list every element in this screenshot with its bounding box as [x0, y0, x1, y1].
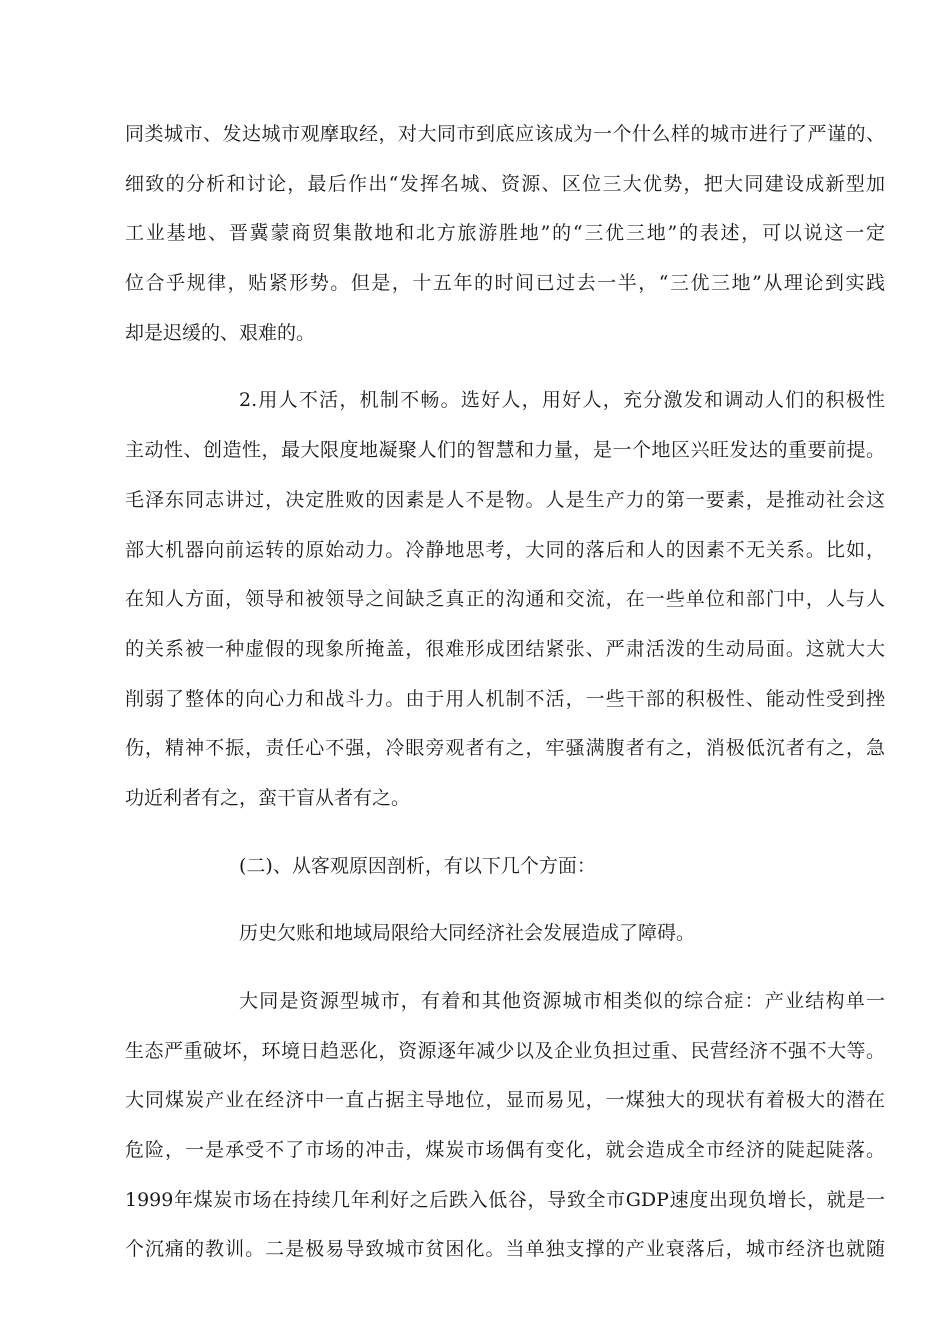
text-line: 生态严重破坏，环境日趋恶化，资源逐年减少以及企业负担过重、民营经济不强不大等。 — [125, 1039, 885, 1062]
text-line: 1999年煤炭市场在持续几年利好之后跌入低谷，导致全市GDP速度出现负增长，就是一 — [125, 1188, 885, 1211]
text-line: 细致的分析和讨论，最后作出“发挥名城、资源、区位三大优势，把大同建设成新型加 — [125, 172, 885, 195]
text-line: 伤，精神不振，责任心不强，冷眼旁观者有之，牢骚满腹者有之，消极低沉者有之，急 — [125, 737, 885, 760]
text-line: 毛泽东同志讲过，决定胜败的因素是人不是物。人是生产力的第一要素，是推动社会这 — [125, 488, 885, 511]
text-line: 个沉痛的教训。二是极易导致城市贫困化。当单独支撑的产业衰落后，城市经济也就随 — [125, 1238, 885, 1261]
paragraph-gap — [125, 891, 885, 909]
text-line: 却是迟缓的、艰难的。 — [125, 321, 316, 344]
text-line: 部大机器向前运转的原始动力。冷静地思考，大同的落后和人的因素不无关系。比如， — [125, 538, 885, 561]
paragraph — [125, 376, 885, 823]
text-line: 2.用人不活，机制不畅。选好人，用好人，充分激发和调动人们的积极性 — [239, 389, 885, 412]
section-heading: (二)、从客观原因剖析，有以下几个方面： — [239, 854, 596, 877]
text-line: 历史欠账和地域局限给大同经济社会发展造成了障碍。 — [239, 922, 696, 945]
paragraph-gap — [125, 358, 885, 376]
text-line: 在知人方面，领导和被领导之间缺乏真正的沟通和交流，在一些单位和部门中，人与人 — [125, 588, 885, 611]
paragraph-gap — [125, 824, 885, 842]
text-line: 削弱了整体的向心力和战斗力。由于用人机制不活，一些干部的积极性、能动性受到挫 — [125, 687, 885, 710]
text-line: 工业基地、晋冀蒙商贸集散地和北方旅游胜地”的“三优三地”的表述，可以说这一定 — [125, 222, 885, 245]
text-line: 的关系被一种虚假的现象所掩盖，很难形成团结紧张、严肃活泼的生动局面。这就大大 — [125, 637, 885, 660]
paragraph — [125, 110, 885, 358]
paragraph — [125, 909, 885, 959]
text-line: 大同是资源型城市，有着和其他资源城市相类似的综合症：产业结构单一 — [239, 990, 885, 1012]
text-line: 功近利者有之，蛮干盲从者有之。 — [125, 786, 411, 809]
text-line: 主动性、创造性，最大限度地凝聚人们的智慧和力量，是一个地区兴旺发达的重要前提。 — [125, 439, 885, 462]
paragraph — [125, 842, 885, 892]
document-body — [125, 110, 885, 1275]
text-line: 大同煤炭产业在经济中一直占据主导地位，显而易见，一煤独大的现状有着极大的潜在 — [125, 1089, 885, 1112]
text-line: 同类城市、发达城市观摩取经，对大同市到底应该成为一个什么样的城市进行了严谨的、 — [125, 123, 885, 145]
text-line: 位合乎规律，贴紧形势。但是，十五年的时间已过去一半，“三优三地”从理论到实践 — [125, 272, 885, 295]
paragraph-gap — [125, 959, 885, 977]
paragraph — [125, 977, 885, 1275]
text-line: 危险，一是承受不了市场的冲击，煤炭市场偶有变化，就会造成全市经济的陡起陡落。 — [125, 1139, 885, 1162]
